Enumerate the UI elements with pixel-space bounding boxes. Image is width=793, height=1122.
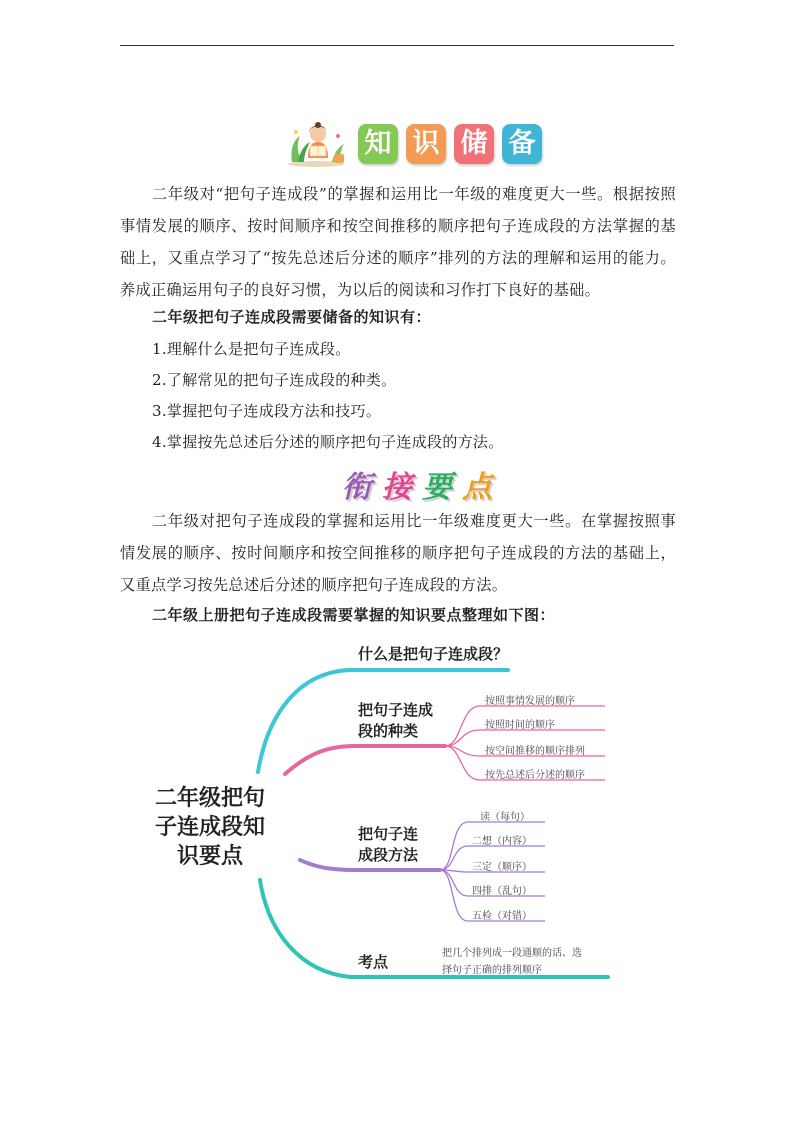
method-leaf: 三定（顺序）	[472, 862, 532, 873]
intro-heading: 二年级把句子连成段需要储备的知识有：	[152, 308, 432, 326]
branch-types	[358, 700, 433, 742]
connection-points-banner	[342, 462, 502, 505]
banner2-char-4: 点	[462, 470, 492, 505]
type-leaf: 按照时间的顺序	[485, 720, 555, 731]
section2-paragraph: 二年级对把句子连成段的掌握和运用比一年级难度更大一些。在掌握按照事情发展的顺序、按时间顺序和按空间推移的顺序把句子连成段的方法的基础上，又重点学习按先总述后分述的顺序把句子连成段的方法。	[120, 512, 676, 594]
exam-leaf: 择句子正确的排列顺序	[442, 965, 542, 976]
mind-map	[150, 632, 620, 992]
knowledge-reserve-banner	[286, 118, 548, 172]
banner2-char-1: 衔	[342, 470, 372, 505]
branch-line: 段的种类	[358, 722, 419, 740]
list-item: 1.理解什么是把句子连成段。	[152, 340, 351, 358]
list-item: 2.了解常见的把句子连成段的种类。	[152, 371, 397, 389]
type-leaf: 按照事情发展的顺序	[485, 696, 575, 707]
branch-line: 把句子连成	[358, 701, 434, 719]
method-leaf: 读（每句）	[480, 812, 530, 823]
center-line: 子连成段知	[154, 815, 265, 840]
banner-tile-1: 知	[358, 124, 398, 164]
intro-paragraph: 二年级对“把句子连成段”的掌握和运用比一年级的难度更大一些。根据按照事情发展的顺序、按时间顺序和按空间推移的顺序把句子连成段的方法掌握的基础上，又重点学习了“按先总述后分述的顺序”排列的方法的理解和运用的能力。养成正确运用句子的良好习惯，为以后的阅读和习作打下良好的基础。	[120, 185, 676, 299]
banner-tile-2: 识	[406, 124, 446, 164]
list-item: 4.掌握按先总述后分述的顺序把句子连成段的方法。	[152, 433, 504, 451]
header-rule	[120, 45, 674, 46]
branch-methods	[358, 824, 418, 866]
branch-line: 把句子连	[358, 825, 419, 843]
banner-tile-3: 储	[454, 124, 494, 164]
type-leaf: 按空间推移的顺序排列	[485, 746, 585, 757]
mind-map-center	[150, 784, 270, 871]
banner2-char-3: 要	[422, 470, 452, 505]
method-leaf: 四排（乱句）	[472, 886, 532, 897]
section2-heading: 二年级上册把句子连成段需要掌握的知识要点整理如下图：	[152, 606, 556, 624]
banner-tile-4: 备	[502, 124, 542, 164]
branch-exam: 考点	[358, 953, 389, 971]
girl-reading-illustration-icon	[286, 118, 348, 168]
type-leaf: 按先总述后分述的顺序	[485, 770, 585, 781]
list-item: 3.掌握把句子连成段方法和技巧。	[152, 402, 382, 420]
center-line: 二年级把句	[154, 786, 265, 811]
method-leaf: 二想（内容）	[472, 836, 532, 847]
center-line: 识要点	[176, 844, 243, 869]
banner2-char-2: 接	[382, 470, 412, 505]
exam-leaf: 把几个排列成一段通顺的话、选	[442, 948, 582, 959]
method-leaf: 五检（对错）	[472, 911, 532, 922]
branch-what: 什么是把句子连成段？	[358, 645, 509, 663]
branch-line: 成段方法	[358, 846, 419, 864]
